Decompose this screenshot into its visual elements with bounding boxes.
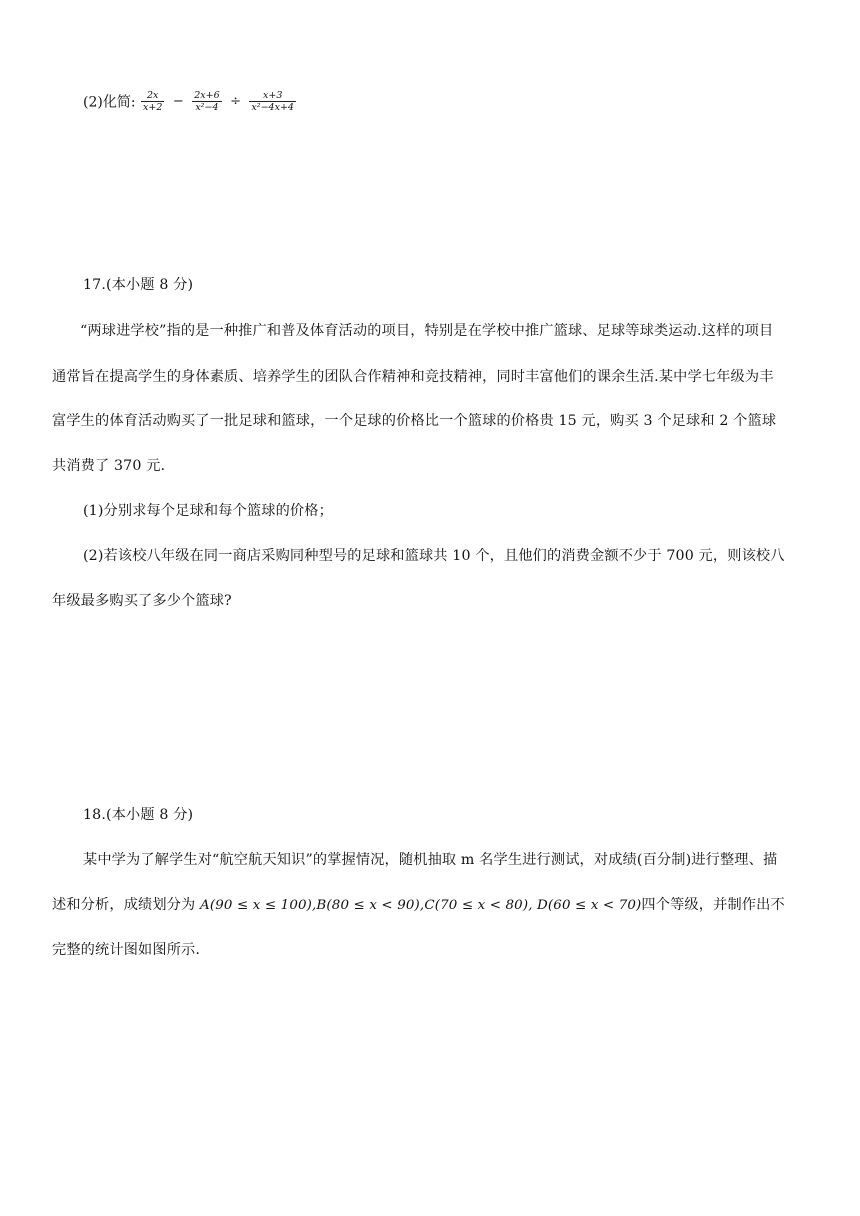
q18-paragraph-line-3: 完整的统计图如图所示.	[52, 942, 201, 958]
fraction-1-denominator: x+2	[143, 102, 163, 113]
fraction-1	[141, 90, 164, 113]
q17-paragraph-line-2: 通常旨在提高学生的身体素质、培养学生的团队合作精神和竞技精神，同时丰富他们的课余生活.某中学七年级为丰	[52, 369, 774, 385]
q17-paragraph-line-1: “两球进学校”指的是一种推广和普及体育活动的项目，特别是在学校中推广篮球、足球等球类运动.这样的项目	[80, 323, 774, 339]
q16-part2-label: (2)化简:	[83, 94, 136, 111]
fraction-2-denominator: x²−4	[195, 102, 219, 113]
fraction-1-numerator: 2x	[141, 90, 164, 102]
q17-header: 17.(本小题 8 分)	[83, 277, 194, 293]
divide-operator: ÷	[230, 94, 241, 109]
q18-line-2-suffix: 四个等级，并制作出不	[641, 897, 785, 913]
q17-paragraph-line-3: 富学生的体育活动购买了一批足球和篮球，一个足球的价格比一个篮球的价格贵 15 元，购买 3 个足球和 2 个篮球	[52, 413, 777, 429]
q16-part2	[83, 90, 297, 113]
q18-line-2-prefix: 述和分析，成绩划分为	[52, 897, 201, 913]
fraction-3-denominator: x²−4x+4	[251, 102, 294, 113]
fraction-2-numerator: 2x+6	[194, 90, 220, 101]
fraction-3-numerator: x+3	[249, 90, 296, 102]
q17-subquestion-2-line-1: (2)若该校八年级在同一商店采购同种型号的足球和篮球共 10 个，且他们的消费金额不少于 700 元，则该校八	[83, 548, 785, 564]
grade-ranges-math: A(90 ≤ x ≤ 100),B(80 ≤ x < 90),C(70 ≤ x < 80), D(60 ≤ x < 70)	[200, 898, 642, 913]
minus-operator: −	[172, 94, 184, 109]
q18-paragraph-line-2	[52, 894, 785, 914]
q17-paragraph-line-4: 共消费了 370 元.	[52, 458, 166, 474]
q18-paragraph-line-1: 某中学为了解学生对“航空航天知识”的掌握情况，随机抽取 m 名学生进行测试，对成绩(百分制)进行整理、描	[83, 852, 778, 868]
q18-header: 18.(本小题 8 分)	[83, 807, 194, 823]
q17-subquestion-1: (1)分别求每个足球和每个篮球的价格；	[83, 503, 333, 519]
fraction-2	[192, 90, 221, 113]
fraction-3	[249, 90, 296, 113]
q17-subquestion-2-line-2: 年级最多购买了多少个篮球?	[52, 593, 232, 609]
